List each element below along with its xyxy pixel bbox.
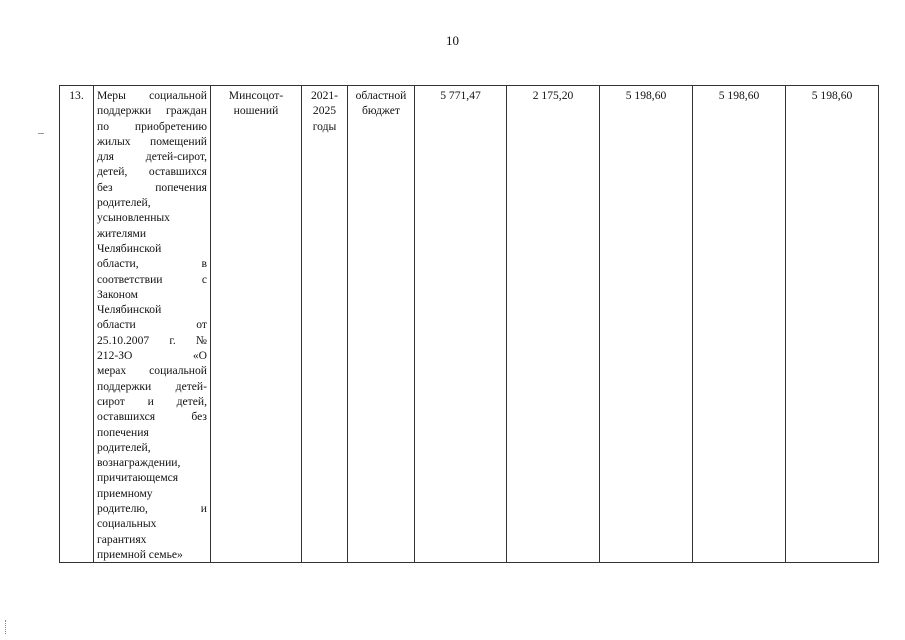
- description-line: области, в: [97, 257, 207, 271]
- executor-line: ношений: [233, 104, 279, 118]
- description-line: Законом: [97, 287, 138, 301]
- description-line: поддержки детей-: [97, 379, 207, 393]
- funding-source-cell: [348, 86, 415, 563]
- description-line: социальных: [97, 517, 157, 531]
- description-line: соответствии с: [97, 272, 207, 286]
- description-line: оставшихся без: [97, 410, 207, 424]
- margin-mark: [5, 620, 7, 634]
- description-line: Меры социальной: [97, 89, 207, 102]
- executor-line: Минсоцот-: [228, 89, 284, 102]
- description-line: по приобретению: [97, 119, 207, 133]
- value-cell: 5 198,60: [786, 86, 879, 563]
- description-line: жилых помещений: [97, 134, 207, 148]
- period-line: 2021-: [310, 89, 339, 102]
- period-line: годы: [312, 119, 337, 133]
- description-line: области от: [97, 318, 207, 332]
- source-line: областной: [355, 89, 407, 102]
- table-row: [60, 86, 879, 563]
- description-line: попечения: [97, 425, 149, 439]
- description-line: поддержки граждан: [97, 104, 207, 118]
- description-line: причитающемся: [97, 471, 179, 485]
- description-line: родителю, и: [97, 502, 207, 516]
- description-line: для детей-сирот,: [97, 150, 207, 164]
- page-number: 10: [446, 33, 459, 48]
- description-line: Челябинской: [97, 303, 162, 317]
- value-cell: 5 198,60: [693, 86, 786, 563]
- description-line: гарантиях: [97, 532, 147, 546]
- margin-tick: [38, 133, 44, 134]
- row-index: 13.: [60, 86, 94, 563]
- description-line: Челябинской: [97, 241, 162, 255]
- description-line: вознаграждении,: [97, 456, 181, 470]
- description-line: 212-ЗО «О: [97, 349, 207, 363]
- description-line: жителями: [97, 226, 147, 240]
- description-line: мерах социальной: [97, 364, 207, 378]
- description-line: родителей,: [97, 440, 151, 454]
- description-line: детей, оставшихся: [97, 165, 207, 179]
- description-line: без попечения: [97, 180, 207, 194]
- period-line: 2025: [312, 104, 337, 118]
- description-line: приемной семье»: [97, 547, 183, 561]
- value-cell: 5 198,60: [600, 86, 693, 563]
- value-cell: 5 771,47: [415, 86, 507, 563]
- measure-description: [94, 86, 211, 563]
- program-table: [59, 85, 879, 563]
- description-line: 25.10.2007 г. №: [97, 333, 207, 347]
- description-line: родителей,: [97, 196, 151, 210]
- description-line: сирот и детей,: [97, 394, 207, 408]
- description-line: усыновленных: [97, 211, 170, 225]
- value-cell: 2 175,20: [507, 86, 600, 563]
- period-cell: [302, 86, 348, 563]
- executor-cell: [211, 86, 302, 563]
- source-line: бюджет: [362, 104, 400, 118]
- description-line: приемному: [97, 486, 153, 500]
